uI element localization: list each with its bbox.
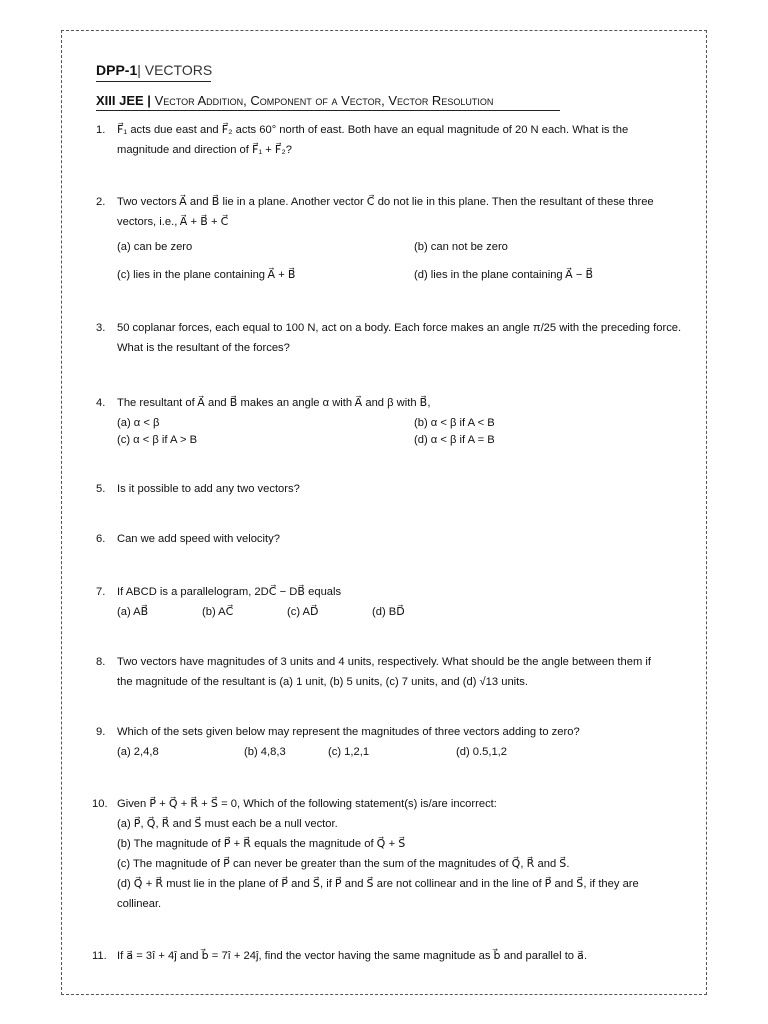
course-label: XIII JEE |: [96, 93, 151, 108]
question-line: If a⃗ = 3î + 4ĵ and b⃗ = 7î + 24ĵ, find the vector having the same magnitude as b⃗ and parallel to a⃗.: [117, 950, 588, 962]
option-c: (c) AD⃗: [287, 606, 319, 618]
dpp-label: DPP-1: [96, 62, 138, 78]
question-number: 7.: [96, 586, 106, 598]
topic-header: [96, 93, 493, 108]
dpp-subject: | VECTORS: [137, 62, 213, 78]
option-c: (c) α < β if A > B: [117, 434, 198, 446]
question-number: 11.: [92, 950, 107, 962]
option-b: (b) 4,8,3: [244, 746, 286, 758]
option-row: [117, 237, 696, 257]
option-row: [117, 742, 696, 762]
question-line: vectors, i.e., A⃗ + B⃗ + C⃗: [117, 216, 229, 228]
dpp-header: [96, 62, 212, 78]
option-row: [117, 602, 696, 622]
question-number: 3.: [96, 322, 106, 334]
question-number: 6.: [96, 533, 106, 545]
option-b: (b) α < β if A < B: [414, 417, 495, 429]
question-1: [96, 120, 696, 160]
option-row: [117, 413, 696, 430]
dpp-underline: [96, 81, 211, 82]
option-a: (a) can be zero: [117, 241, 193, 253]
option-d: (d) lies in the plane containing A⃗ − B⃗: [414, 269, 594, 281]
question-line: 50 coplanar forces, each equal to 100 N, act on a body. Each force makes an angle π/25 with the preceding force.: [117, 322, 682, 334]
question-line: collinear.: [117, 898, 162, 910]
question-2: [96, 192, 696, 285]
option-row: [117, 430, 696, 450]
question-line: Which of the sets given below may represent the magnitudes of three vectors adding to zero?: [117, 726, 580, 738]
question-line: (d) Q⃗ + R⃗ must lie in the plane of P⃗ and S⃗, if P⃗ and S⃗ are not collinear and in the line of P⃗ and S⃗, if they are: [117, 878, 639, 890]
question-3: [96, 318, 696, 358]
option-a: (a) α < β: [117, 417, 160, 429]
option-b: (b) can not be zero: [414, 241, 508, 253]
question-line: (b) The magnitude of P⃗ + R⃗ equals the magnitude of Q⃗ + S⃗: [117, 838, 406, 850]
question-8: [96, 652, 696, 692]
question-line: Can we add speed with velocity?: [117, 533, 280, 545]
question-number: 1.: [96, 124, 106, 136]
question-line: Given P⃗ + Q⃗ + R⃗ + S⃗ = 0, Which of the following statement(s) is/are incorrect:: [117, 798, 497, 810]
question-line: Is it possible to add any two vectors?: [117, 483, 300, 495]
option-d: (d) 0.5,1,2: [456, 746, 507, 758]
question-line: the magnitude of the resultant is (a) 1 unit, (b) 5 units, (c) 7 units, and (d) √13 units.: [117, 676, 528, 688]
question-10: [92, 794, 696, 914]
option-a: (a) 2,4,8: [117, 746, 159, 758]
option-d: (d) α < β if A = B: [414, 434, 495, 446]
question-6: [96, 529, 696, 549]
question-line: (a) P⃗, Q⃗, R⃗ and S⃗ must each be a null vector.: [117, 818, 338, 830]
question-number: 5.: [96, 483, 106, 495]
question-9: [96, 722, 696, 762]
option-c: (c) lies in the plane containing A⃗ + B⃗: [117, 269, 296, 281]
topic-underline: [96, 110, 560, 111]
question-number: 4.: [96, 397, 106, 409]
question-line: If ABCD is a parallelogram, 2DC⃗ − DB⃗ equals: [117, 586, 342, 598]
question-number: 10.: [92, 798, 108, 810]
topic-title: Vector Addition, Component of a Vector, Vector Resolution: [150, 93, 494, 108]
question-line: F⃗₁ acts due east and F⃗₂ acts 60° north of east. Both have an equal magnitude of 20 N each. What is the: [117, 124, 629, 136]
question-11: [92, 946, 696, 966]
option-d: (d) BD⃗: [372, 606, 405, 618]
question-line: Two vectors have magnitudes of 3 units and 4 units, respectively. What should be the angle between them if: [117, 656, 651, 668]
option-row: [117, 265, 696, 285]
question-line: The resultant of A⃗ and B⃗ makes an angle α with A⃗ and β with B⃗,: [117, 397, 431, 409]
question-5: [96, 479, 696, 499]
question-line: magnitude and direction of F⃗₁ + F⃗₂?: [117, 144, 292, 156]
option-a: (a) AB⃗: [117, 606, 149, 618]
question-line: (c) The magnitude of P⃗ can never be greater than the sum of the magnitudes of Q⃗, R⃗ and S⃗.: [117, 858, 570, 870]
question-line: What is the resultant of the forces?: [117, 342, 290, 354]
question-number: 2.: [96, 196, 106, 208]
option-c: (c) 1,2,1: [328, 746, 370, 758]
option-b: (b) AC⃗: [202, 606, 234, 618]
question-number: 9.: [96, 726, 106, 738]
question-line: Two vectors A⃗ and B⃗ lie in a plane. Another vector C⃗ do not lie in this plane. Then the resultant of these three: [117, 196, 654, 208]
question-4: [96, 393, 696, 450]
question-number: 8.: [96, 656, 106, 668]
question-7: [96, 582, 696, 622]
